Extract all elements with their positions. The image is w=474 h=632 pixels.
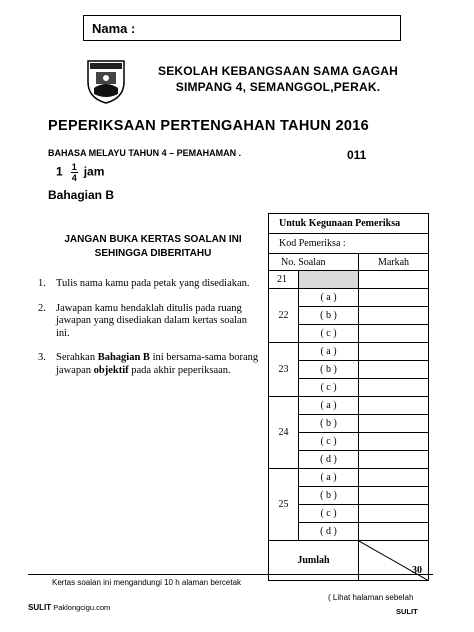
instruction-number: 3. [38,352,46,363]
instruction-item [38,352,260,377]
question-part: ( d ) [299,523,359,541]
question-part: ( d ) [299,451,359,469]
column-header-marks: Markah [359,254,429,271]
instruction-text [56,352,260,377]
mark-cell[interactable] [359,397,429,415]
total-marks: 30 [412,565,422,576]
paper-code: 011 [347,148,367,162]
table-title: Untuk Kegunaan Pemeriksa [269,214,429,234]
question-part: ( a ) [299,343,359,361]
footer-right-sulit: SULIT [396,607,418,616]
mark-cell[interactable] [359,379,429,397]
name-label: Nama : [92,21,136,36]
next-page-note: ( Lihat halaman sebelah [328,593,414,602]
mark-cell[interactable] [359,451,429,469]
duration [56,162,104,183]
question-part: ( c ) [299,505,359,523]
instruction-bold-objective: objektif [93,364,129,376]
duration-fraction [71,162,78,183]
school-header [133,63,423,95]
mark-cell[interactable] [359,487,429,505]
duration-whole: 1 [56,164,63,179]
question-number: 25 [269,469,299,541]
question-part: ( c ) [299,433,359,451]
duration-unit: jam [83,164,105,179]
fraction-numerator: 1 [71,162,77,172]
mark-cell[interactable] [359,325,429,343]
question-number: 24 [269,397,299,469]
mark-cell[interactable] [359,307,429,325]
mark-cell[interactable] [359,469,429,487]
mark-cell[interactable] [359,289,429,307]
exam-title: PEPERIKSAAN PERTENGAHAN TAHUN 2016 [48,118,369,134]
warning-notice [44,233,262,261]
warning-line-1: JANGAN BUKA KERTAS SOALAN INI [64,234,242,245]
instruction-text-part: Serahkan [56,352,98,363]
mark-cell[interactable] [359,523,429,541]
instruction-text: Tulis nama kamu pada petak yang disediakan. [56,278,250,289]
question-part: ( b ) [299,361,359,379]
mark-cell[interactable] [359,271,429,289]
website-label: Paklongcigu.com [51,603,111,612]
question-part: ( b ) [299,307,359,325]
question-part: ( b ) [299,487,359,505]
school-name: SEKOLAH KEBANGSAAN SAMA GAGAH [157,64,399,78]
name-box[interactable] [83,15,401,41]
examiner-marks-table [268,213,429,581]
sulit-label: SULIT [28,603,52,612]
mark-cell[interactable] [359,433,429,451]
column-header-question: No. Soalan [269,254,359,271]
instruction-item [38,303,260,341]
mark-cell[interactable] [359,361,429,379]
question-part: ( a ) [299,469,359,487]
instruction-number: 1. [38,278,46,289]
question-part: ( b ) [299,415,359,433]
mark-cell[interactable] [359,415,429,433]
instructions-list [38,278,260,389]
instruction-text-part: pada akhir peperiksaan. [128,364,231,376]
page-count-note: Kertas soalan ini mengandungi 10 h alaman bercetak [52,578,242,587]
footer-left [28,603,110,612]
school-address: SIMPANG 4, SEMANGGOL,PERAK. [175,80,381,94]
question-number: 22 [269,289,299,343]
total-label: Jumlah [269,541,359,581]
question-part: ( a ) [299,397,359,415]
question-number: 21 [269,271,299,289]
warning-line-2: SEHINGGA DIBERITAHU [94,248,212,259]
shaded-cell [299,271,359,289]
instruction-item [38,278,260,291]
instruction-number: 2. [38,302,46,314]
school-crest-logo [84,58,128,104]
mark-cell[interactable] [359,343,429,361]
fraction-denominator: 4 [71,173,77,183]
section-label: Bahagian B [48,188,115,202]
mark-cell[interactable] [359,505,429,523]
footer-divider [28,574,433,575]
question-part: ( c ) [299,325,359,343]
instruction-bold-section: Bahagian B [97,352,150,363]
examiner-code-field[interactable]: Kod Pemeriksa : [269,234,429,254]
subject-title: BAHASA MELAYU TAHUN 4 – PEMAHAMAN . [48,148,242,158]
instruction-text: Jawapan kamu hendaklah ditulis pada ruang jawapan yang disediakan dalam kertas soalan ini. [56,302,247,339]
question-part: ( c ) [299,379,359,397]
instruction-text-part: ini bersama-sama borang jawapan [56,352,259,376]
question-number: 23 [269,343,299,397]
question-part: ( a ) [299,289,359,307]
